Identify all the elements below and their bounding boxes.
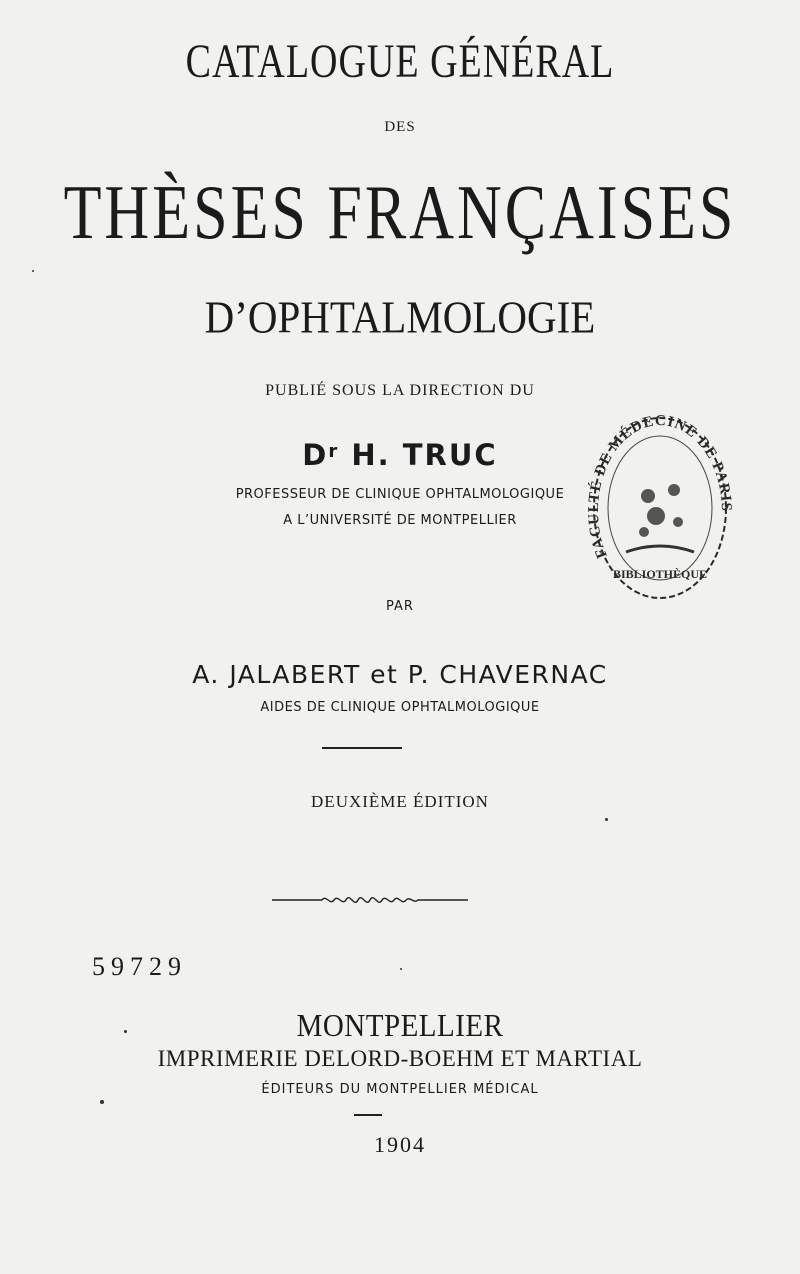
editors: ÉDITEURS DU MONTPELLIER MÉDICAL — [261, 1082, 539, 1097]
small-rule — [354, 1114, 382, 1116]
director-title-1: PROFESSEUR DE CLINIQUE OPHTALMOLOGIQUE — [235, 487, 565, 502]
ink-speck — [605, 818, 608, 821]
ornament-divider — [270, 890, 470, 910]
year: 1904 — [374, 1132, 426, 1157]
printer: IMPRIMERIE DELORD-BOEHM ET MARTIAL — [157, 1046, 643, 1071]
des-word: DES — [384, 119, 416, 135]
ink-speck — [124, 1030, 127, 1033]
authors-title: AIDES DE CLINIQUE OPHTALMOLOGIQUE — [260, 700, 540, 715]
svg-text:BIBLIOTHÈQUE: BIBLIOTHÈQUE — [612, 567, 708, 581]
authors: A. JALABERT et P. CHAVERNAC — [192, 660, 608, 689]
par-word: PAR — [386, 599, 414, 614]
director-title-2: A L’UNIVERSITÉ DE MONTPELLIER — [283, 513, 517, 528]
ink-speck — [32, 270, 34, 272]
library-stamp — [586, 412, 734, 604]
city: MONTPELLIER — [296, 1008, 504, 1044]
subtitle: D’OPHTALMOLOGIE — [204, 291, 596, 343]
ink-speck — [400, 968, 402, 970]
main-title: THÈSES FRANÇAISES — [63, 170, 737, 256]
director-prefix: D — [302, 438, 329, 472]
ink-speck — [100, 1100, 104, 1104]
edition: DEUXIÈME ÉDITION — [311, 792, 489, 811]
svg-text:FACULTÉ DE MÉDECINE DE PARIS: FACULTÉ DE MÉDECINE DE PARIS — [586, 413, 734, 561]
direction-line: PUBLIÉ SOUS LA DIRECTION DU — [265, 382, 535, 399]
director-surname: H. TRUC — [339, 438, 498, 472]
call-number: 59729 — [92, 952, 187, 981]
director-prefix-sup: r — [328, 441, 340, 462]
catalogue-heading: CATALOGUE GÉNÉRAL — [185, 35, 615, 89]
divider-rule — [322, 747, 402, 749]
